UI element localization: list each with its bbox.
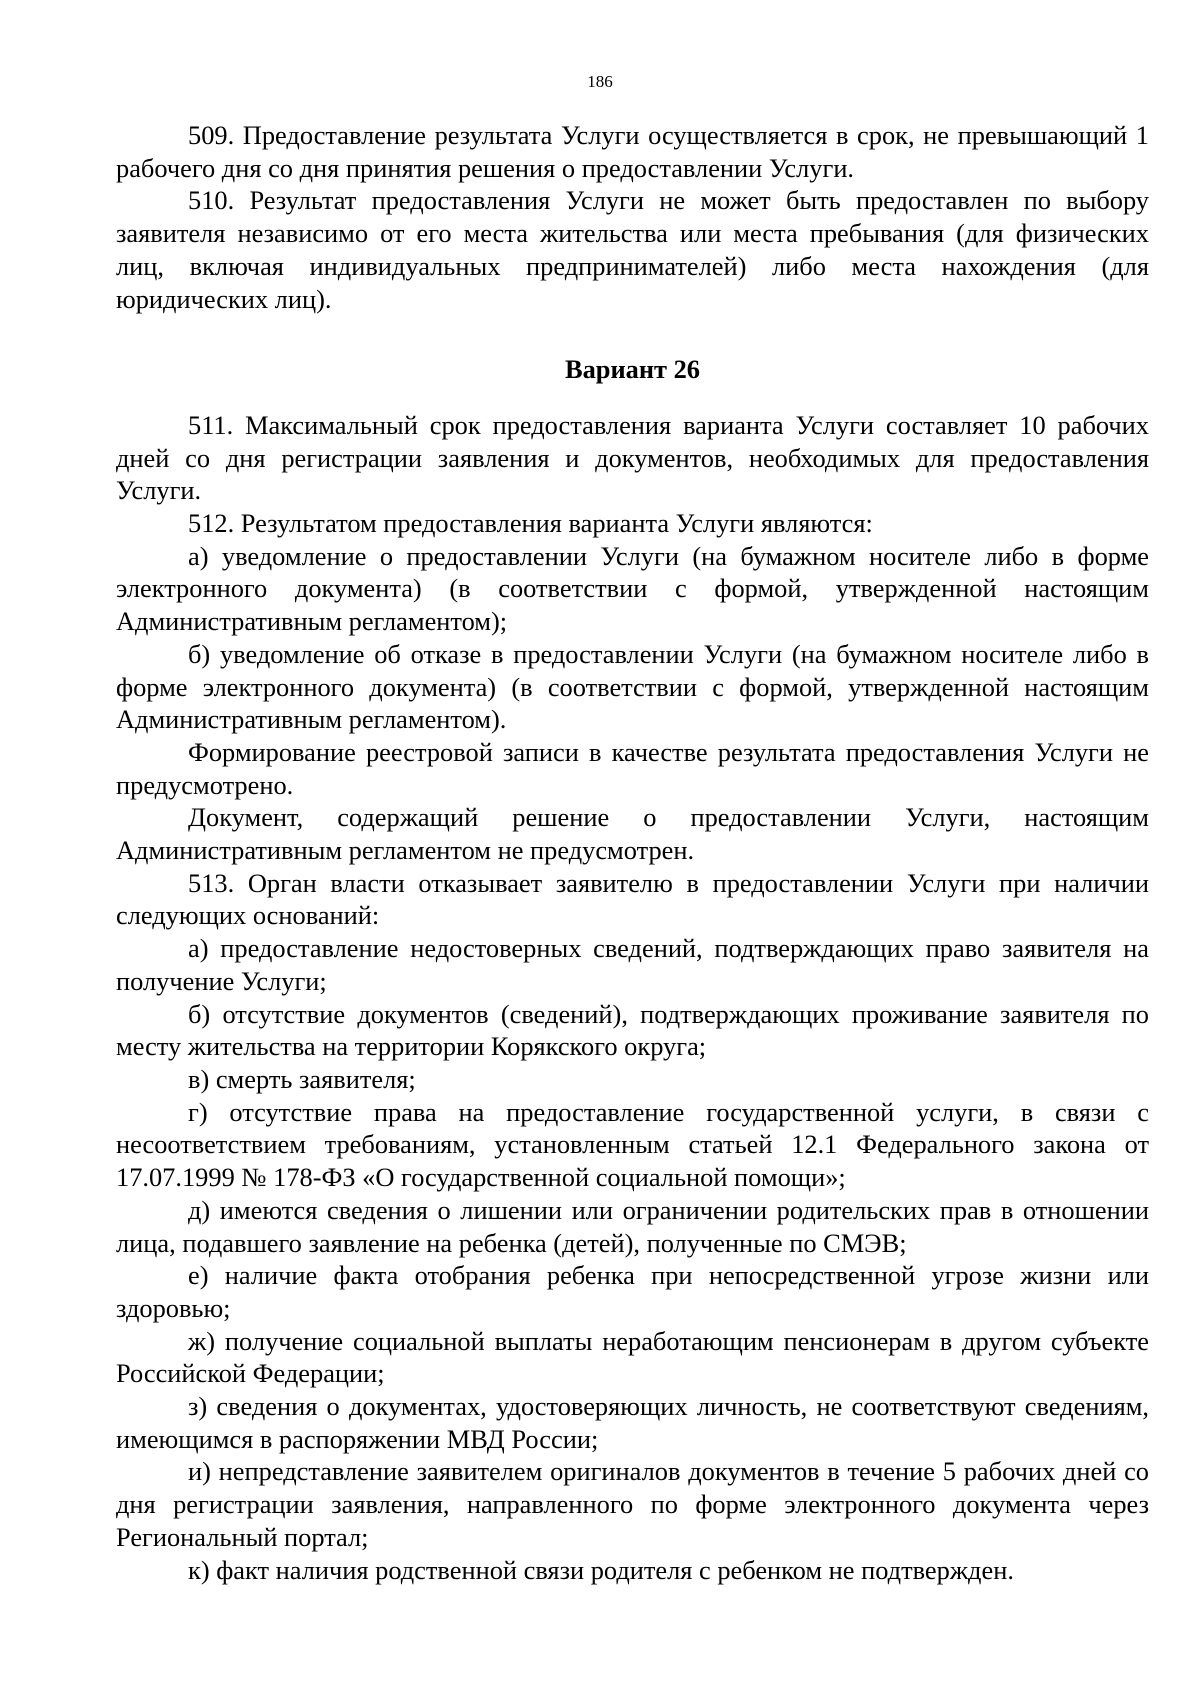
list-item-513-a: а) предоставление недостоверных сведений, подтверждающих право заявителя на получение Услуги;	[116, 933, 1149, 996]
spacer	[116, 386, 1149, 409]
paragraph-registry-note: Формирование реестровой записи в качестве результата предоставления Услуги не предусмотрено.	[116, 736, 1149, 800]
list-item-513-d: д) имеются сведения о лишении или ограничении родительских прав в отношении лица, подавшего заявление на ребенка (детей), полученные по СМЭВ;	[116, 1194, 1149, 1258]
list-item-513-v: в) смерть заявителя;	[188, 1063, 416, 1094]
paragraph-512: 512. Результатом предоставления варианта Услуги являются:	[188, 508, 873, 539]
list-item-512-a: а) уведомление о предоставлении Услуги (на бумажном носителе либо в форме электронного документа) (в соответствии с формой, утвержденной настоящим Административным регламентом);	[116, 540, 1149, 637]
list-item-512-b: б) уведомление об отказе в предоставлении Услуги (на бумажном носителе либо в форме электронного документа) (в соответствии с формой, утвержденной настоящим Административным регламентом).	[116, 638, 1149, 735]
list-item-513-i: и) непредставление заявителем оригиналов документов в течение 5 рабочих дней со дня регистрации заявления, направленного по форме электронного документа через Региональный портал;	[116, 1456, 1149, 1552]
paragraph-509: 509. Предоставление результата Услуги осуществляется в срок, не превышающий 1 рабочего дня со дня принятия решения о предоставлении Услуги.	[116, 120, 1149, 183]
list-item-513-e: е) наличие факта отобрания ребенка при непосредственной угрозе жизни или здоровью;	[116, 1260, 1149, 1323]
page-number: 186	[587, 72, 613, 91]
paragraph-510: 510. Результат предоставления Услуги не может быть предоставлен по выбору заявителя независимо от его места жительства или места пребывания (для физических лиц, включая индивидуальных предпринимателей) либо места нахождения (для юридических лиц).	[116, 185, 1149, 314]
list-item-513-k: к) факт наличия родственной связи родителя с ребенком не подтвержден.	[188, 1554, 1014, 1585]
paragraph-513: 513. Орган власти отказывает заявителю в предоставлении Услуги при наличии следующих оснований:	[116, 867, 1149, 931]
spacer	[116, 315, 1149, 353]
paragraph-decision-document-note: Документ, содержащий решение о предоставлении Услуги, настоящим Административным регламентом не предусмотрен.	[116, 802, 1149, 866]
list-item-513-g: г) отсутствие права на предоставление государственной услуги, в связи с несоответствием требованиям, установленным статьей 12.1 Федерального закона от 17.07.1999 № 178-ФЗ «О государственной социальной помощи»;	[116, 1096, 1149, 1193]
list-item-513-b: б) отсутствие документов (сведений), подтверждающих проживание заявителя по месту жительства на территории Корякского округа;	[116, 998, 1149, 1062]
section-heading: Вариант 26	[564, 354, 701, 385]
paragraph-511: 511. Максимальный срок предоставления варианта Услуги составляет 10 рабочих дней со дня регистрации заявления и документов, необходимых для предоставления Услуги.	[116, 409, 1149, 506]
list-item-513-zh: ж) получение социальной выплаты неработающим пенсионерам в другом субъекте Российской Федерации;	[116, 1325, 1149, 1389]
list-item-513-z: з) сведения о документах, удостоверяющих личность, не соответствуют сведениям, имеющимся в распоряжении МВД России;	[116, 1391, 1149, 1454]
document-body	[116, 119, 1149, 1586]
